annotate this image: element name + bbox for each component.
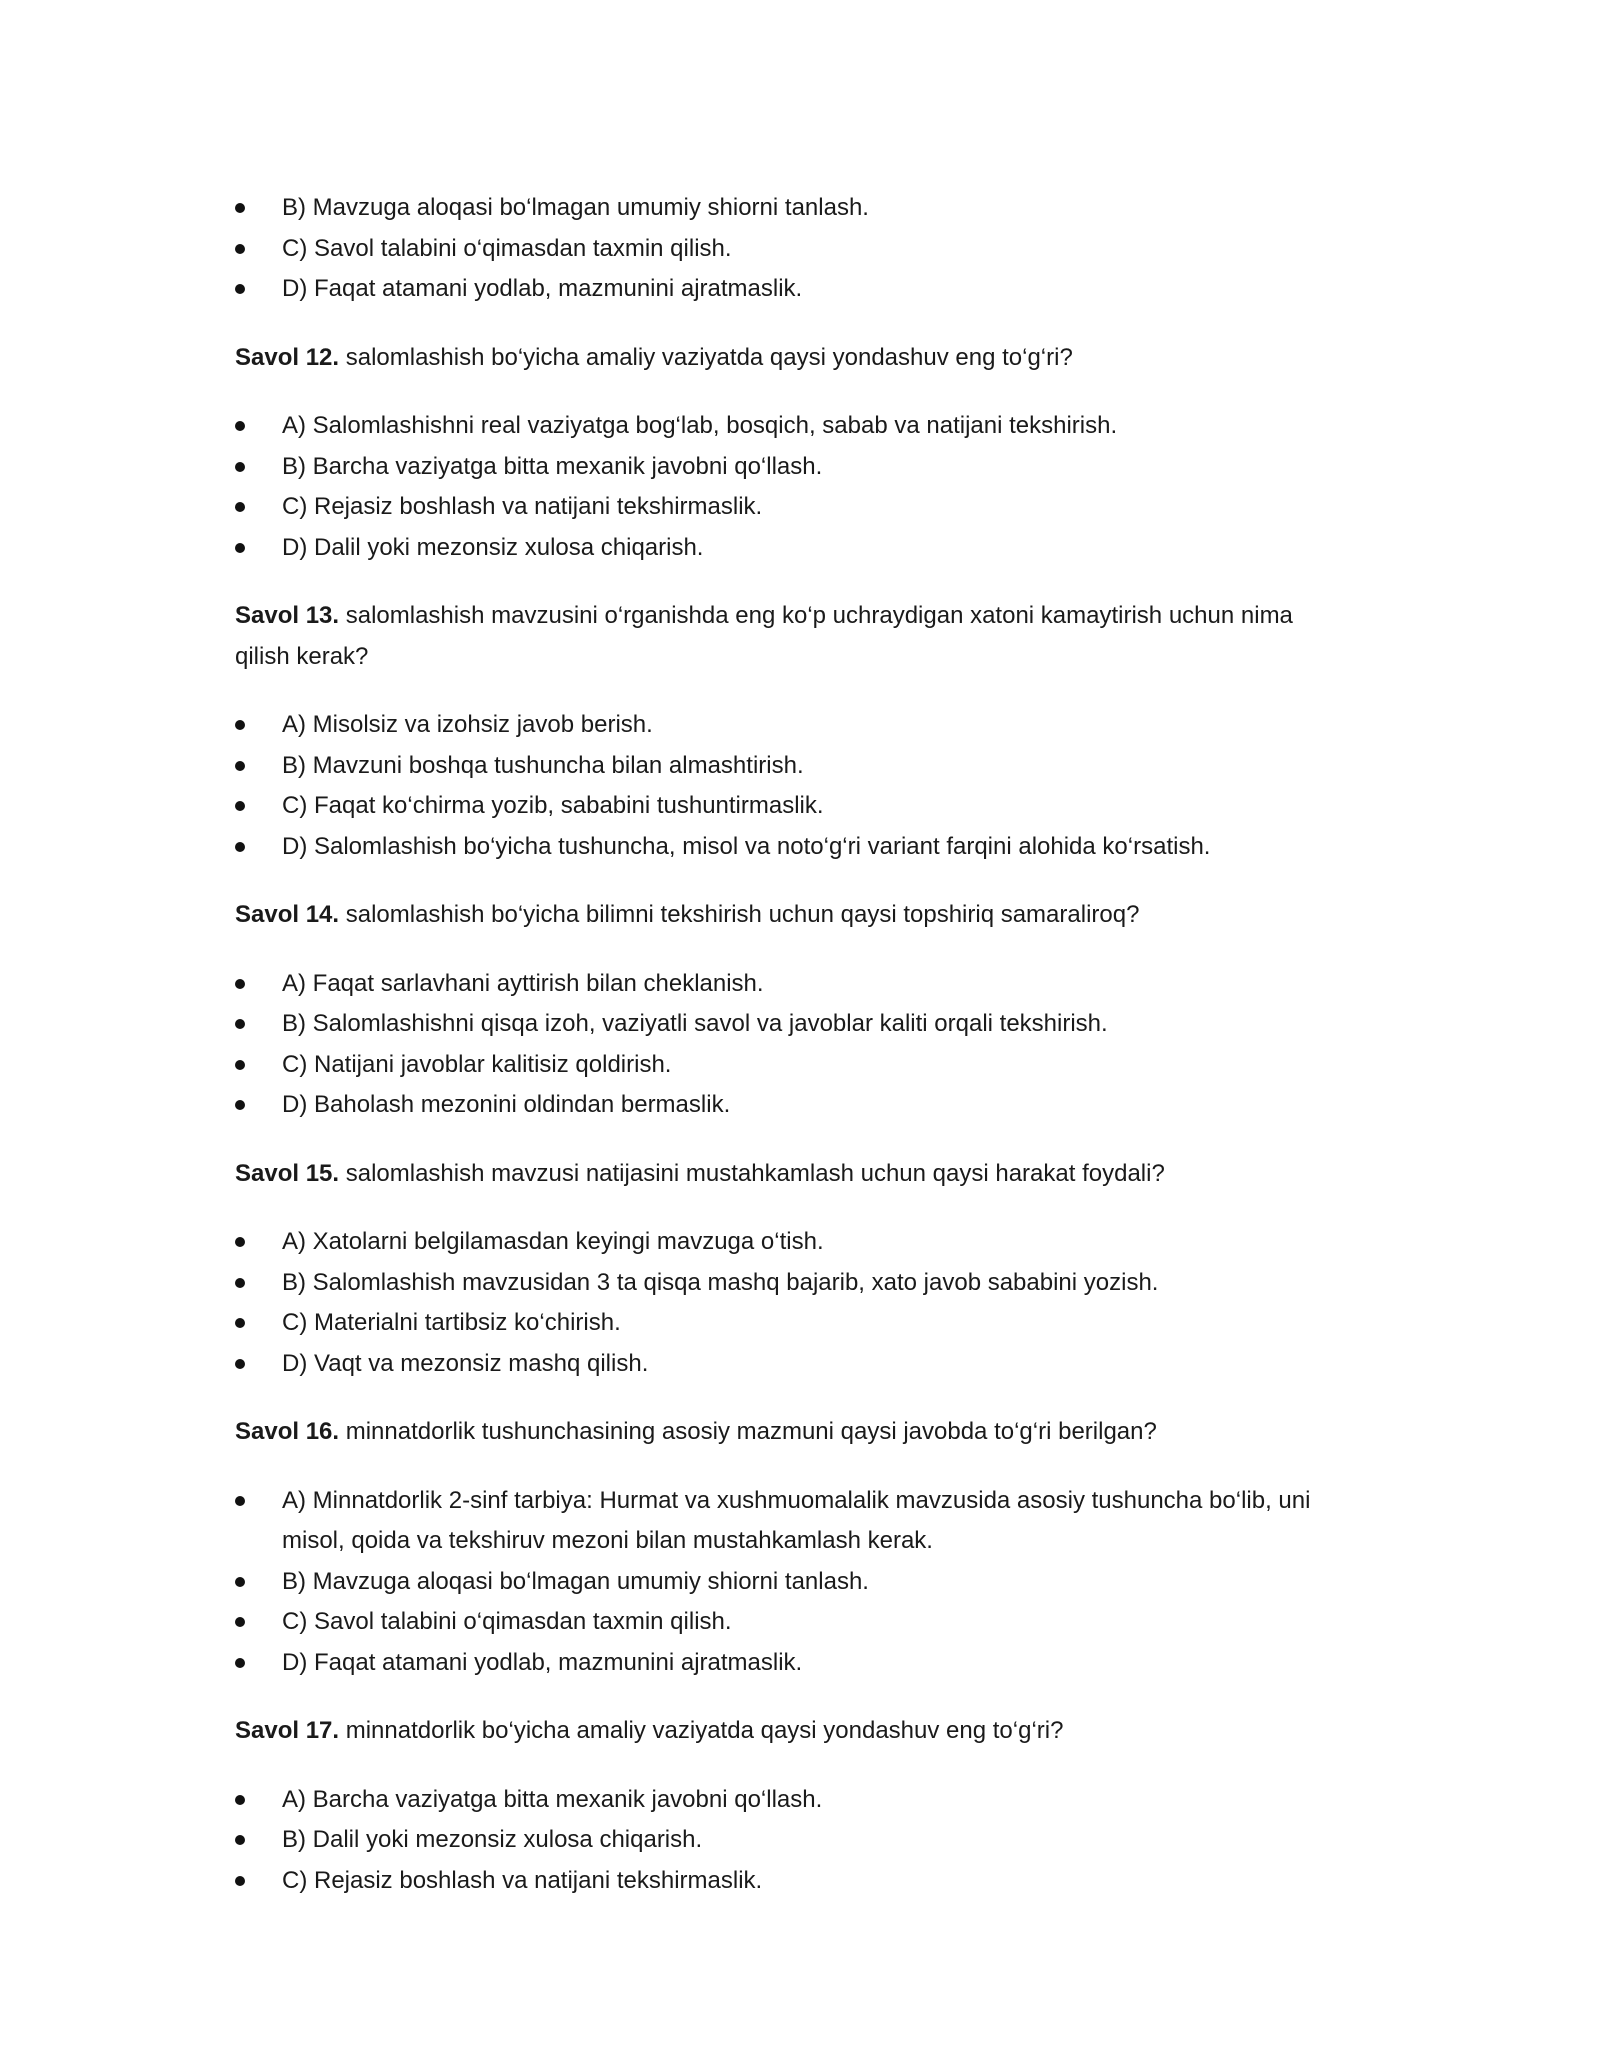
- option-item: [235, 1861, 1345, 1902]
- option-item: [235, 188, 1345, 229]
- bullet-icon: [235, 1496, 245, 1506]
- question-12-options: [235, 406, 1345, 568]
- option-text: C) Rejasiz boshlash va natijani tekshirmaslik.: [282, 493, 763, 520]
- option-item: [235, 1222, 1345, 1263]
- bullet-icon: [235, 462, 245, 472]
- option-item: [235, 1004, 1345, 1045]
- option-item: [235, 1263, 1345, 1304]
- question-15: [235, 1154, 1345, 1195]
- question-14: [235, 895, 1345, 936]
- option-text: D) Baholash mezonini oldindan bermaslik.: [282, 1091, 731, 1118]
- option-text: A) Misolsiz va izohsiz javob berish.: [282, 711, 653, 738]
- leading-options-list: [235, 188, 1345, 310]
- bullet-icon: [235, 1577, 245, 1587]
- option-item: [235, 1602, 1345, 1643]
- option-text: D) Vaqt va mezonsiz mashq qilish.: [282, 1349, 649, 1377]
- bullet-icon: [235, 1100, 245, 1110]
- question-text: minnatdorlik tushunchasining asosiy mazmuni qaysi javobda to‘g‘ri berilgan?: [345, 1418, 1157, 1445]
- question-text: salomlashish bo‘yicha bilimni tekshirish uchun qaysi topshiriq samaraliroq?: [345, 901, 1140, 928]
- option-text: B) Salomlashishni qisqa izoh, vaziyatli savol va javoblar kaliti orqali tekshirish.: [282, 1010, 1108, 1037]
- option-text: B) Mavzuga aloqasi bo‘lmagan umumiy shiorni tanlash.: [282, 1567, 869, 1595]
- option-text: B) Mavzuga aloqasi bo‘lmagan umumiy shiorni tanlash.: [282, 194, 869, 221]
- option-text: C) Rejasiz boshlash va natijani tekshirmaslik.: [282, 1866, 763, 1894]
- option-item: [235, 1344, 1345, 1385]
- option-item: [235, 705, 1345, 746]
- bullet-icon: [235, 1658, 245, 1668]
- option-text: C) Materialni tartibsiz ko‘chirish.: [282, 1309, 621, 1336]
- question-number: Savol 13.: [235, 602, 340, 629]
- question-text: salomlashish bo‘yicha amaliy vaziyatda qaysi yondashuv eng to‘g‘ri?: [345, 343, 1073, 371]
- option-item: [235, 406, 1345, 447]
- option-text: C) Natijani javoblar kalitisiz qoldirish.: [282, 1050, 672, 1078]
- bullet-icon: [235, 842, 245, 852]
- option-text: B) Dalil yoki mezonsiz xulosa chiqarish.: [282, 1826, 703, 1853]
- question-13-options: [235, 705, 1345, 867]
- option-item: [235, 1045, 1345, 1086]
- bullet-icon: [235, 1019, 245, 1029]
- option-item: [235, 447, 1345, 488]
- bullet-icon: [235, 1237, 245, 1247]
- bullet-icon: [235, 979, 245, 989]
- option-text: B) Barcha vaziyatga bitta mexanik javobni qo‘llash.: [282, 452, 823, 480]
- bullet-icon: [235, 1278, 245, 1288]
- question-15-options: [235, 1222, 1345, 1384]
- option-text: A) Faqat sarlavhani ayttirish bilan cheklanish.: [282, 969, 764, 997]
- question-17: [235, 1711, 1345, 1752]
- option-text: A) Minnatdorlik 2-sinf tarbiya: Hurmat va xushmuomalalik mavzusida asosiy tushuncha bo‘lib, uni misol, qoida va tekshiruv mezoni bilan mustahkamlash kerak.: [282, 1486, 1311, 1554]
- option-text: B) Salomlashish mavzusidan 3 ta qisqa mashq bajarib, xato javob sababini yozish.: [282, 1268, 1159, 1296]
- question-number: Savol 15.: [235, 1159, 340, 1187]
- bullet-icon: [235, 1617, 245, 1627]
- option-text: A) Xatolarni belgilamasdan keyingi mavzuga o‘tish.: [282, 1228, 824, 1255]
- option-item: [235, 1481, 1345, 1562]
- question-16: [235, 1412, 1345, 1453]
- option-text: D) Dalil yoki mezonsiz xulosa chiqarish.: [282, 533, 704, 561]
- option-text: C) Faqat ko‘chirma yozib, sababini tushuntirmaslik.: [282, 792, 824, 819]
- option-item: [235, 487, 1345, 528]
- question-13: [235, 596, 1345, 677]
- option-item: [235, 1820, 1345, 1861]
- option-item: [235, 964, 1345, 1005]
- question-text: salomlashish mavzusini o‘rganishda eng ko‘p uchraydigan xatoni kamaytirish uchun nima qilish kerak?: [235, 602, 1293, 670]
- question-12: [235, 338, 1345, 379]
- question-17-options: [235, 1780, 1345, 1902]
- option-item: [235, 1085, 1345, 1126]
- option-text: D) Salomlashish bo‘yicha tushuncha, misol va noto‘g‘ri variant farqini alohida ko‘rsatish.: [282, 832, 1211, 860]
- bullet-icon: [235, 1835, 245, 1845]
- question-number: Savol 16.: [235, 1418, 340, 1445]
- option-item: [235, 1303, 1345, 1344]
- bullet-icon: [235, 244, 245, 254]
- question-text: minnatdorlik bo‘yicha amaliy vaziyatda qaysi yondashuv eng to‘g‘ri?: [345, 1717, 1064, 1744]
- bullet-icon: [235, 761, 245, 771]
- bullet-icon: [235, 1060, 245, 1070]
- option-item: [235, 1643, 1345, 1684]
- question-16-options: [235, 1481, 1345, 1684]
- bullet-icon: [235, 284, 245, 294]
- option-item: [235, 1562, 1345, 1603]
- option-item: [235, 786, 1345, 827]
- question-number: Savol 14.: [235, 901, 340, 928]
- bullet-icon: [235, 1359, 245, 1369]
- option-item: [235, 746, 1345, 787]
- option-text: D) Faqat atamani yodlab, mazmunini ajratmaslik.: [282, 1648, 803, 1676]
- bullet-icon: [235, 421, 245, 431]
- bullet-icon: [235, 543, 245, 553]
- question-14-options: [235, 964, 1345, 1126]
- option-item: [235, 269, 1345, 310]
- option-text: C) Savol talabini o‘qimasdan taxmin qilish.: [282, 234, 732, 262]
- option-text: D) Faqat atamani yodlab, mazmunini ajratmaslik.: [282, 275, 803, 302]
- option-item: [235, 229, 1345, 270]
- question-number: Savol 12.: [235, 343, 340, 371]
- bullet-icon: [235, 720, 245, 730]
- question-text: salomlashish mavzusi natijasini mustahkamlash uchun qaysi harakat foydali?: [345, 1159, 1165, 1187]
- bullet-icon: [235, 1318, 245, 1328]
- bullet-icon: [235, 1795, 245, 1805]
- question-number: Savol 17.: [235, 1717, 340, 1744]
- bullet-icon: [235, 203, 245, 213]
- bullet-icon: [235, 502, 245, 512]
- option-item: [235, 528, 1345, 569]
- option-text: C) Savol talabini o‘qimasdan taxmin qilish.: [282, 1608, 732, 1635]
- document-page: [235, 188, 1345, 1929]
- option-text: A) Salomlashishni real vaziyatga bog‘lab, bosqich, sabab va natijani tekshirish.: [282, 412, 1118, 439]
- option-text: B) Mavzuni boshqa tushuncha bilan almashtirish.: [282, 751, 804, 779]
- option-item: [235, 1780, 1345, 1821]
- bullet-icon: [235, 801, 245, 811]
- bullet-icon: [235, 1876, 245, 1886]
- option-text: A) Barcha vaziyatga bitta mexanik javobni qo‘llash.: [282, 1785, 823, 1813]
- option-item: [235, 827, 1345, 868]
